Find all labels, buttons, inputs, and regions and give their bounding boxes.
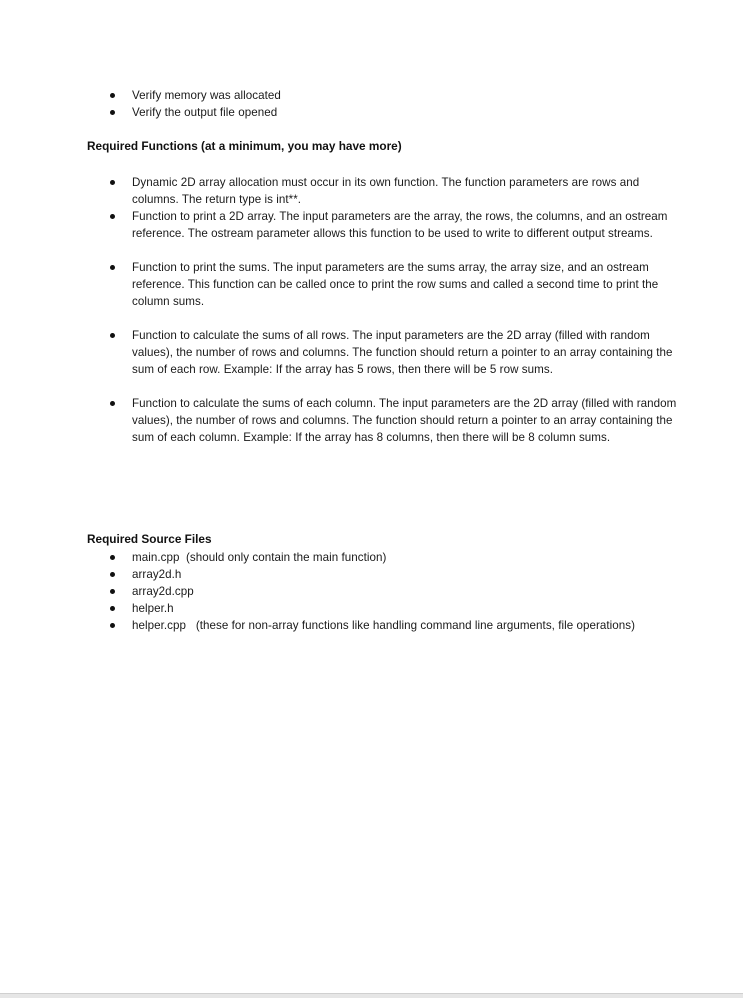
bullet-icon bbox=[110, 333, 115, 338]
list-item-text: Dynamic 2D array allocation must occur in its own function. The function parameters are rows and columns. The return type is int**. bbox=[132, 176, 640, 206]
list-item-text: Function to calculate the sums of all rows. The input parameters are the 2D array (filled with random values), the number of rows and columns. The function should return a pointer to an array containing the sum of each row. Example: If the array has 5 rows, then there will be 5 row sums. bbox=[132, 329, 673, 376]
list-item bbox=[0, 327, 743, 378]
list-item-text: Function to calculate the sums of each column. The input parameters are the 2D array (filled with random values), the number of rows and columns. The function should return a pointer to an array containing the sum of each column. Example: If the array has 8 columns, then there will be 8 column sums. bbox=[132, 397, 677, 444]
bullet-icon bbox=[110, 606, 115, 611]
list-item bbox=[0, 600, 743, 617]
list-item bbox=[0, 549, 743, 566]
list-item bbox=[0, 395, 743, 446]
list-item bbox=[0, 104, 743, 121]
list-item bbox=[0, 87, 743, 104]
list-item bbox=[0, 259, 743, 310]
list-item-text: array2d.cpp bbox=[132, 585, 194, 598]
list-item bbox=[0, 617, 743, 634]
bullet-icon bbox=[110, 401, 115, 406]
required-source-files-list bbox=[0, 549, 743, 634]
bullet-icon bbox=[110, 572, 115, 577]
page-bottom-edge bbox=[0, 993, 743, 998]
list-item-text: main.cpp (should only contain the main function) bbox=[132, 551, 387, 564]
bullet-icon bbox=[110, 93, 115, 98]
required-functions-heading: Required Functions (at a minimum, you may have more) bbox=[87, 139, 402, 153]
list-item-text: array2d.h bbox=[132, 568, 182, 581]
bullet-icon bbox=[110, 589, 115, 594]
list-item bbox=[0, 208, 743, 242]
bullet-icon bbox=[110, 110, 115, 115]
list-item-text: Function to print a 2D array. The input parameters are the array, the rows, the columns, and an ostream reference. The ostream parameter allows this function to be used to write to different output streams. bbox=[132, 210, 668, 240]
list-item-text: Verify the output file opened bbox=[132, 106, 278, 119]
bullet-icon bbox=[110, 265, 115, 270]
required-functions-list bbox=[0, 174, 743, 446]
bullet-icon bbox=[110, 623, 115, 628]
list-item bbox=[0, 174, 743, 208]
list-item-text: Verify memory was allocated bbox=[132, 89, 281, 102]
bullet-icon bbox=[110, 214, 115, 219]
list-item bbox=[0, 583, 743, 600]
list-item-text: Function to print the sums. The input parameters are the sums array, the array size, and an ostream reference. This function can be called once to print the row sums and called a second time to print the column sums. bbox=[132, 261, 659, 308]
required-source-files-heading: Required Source Files bbox=[87, 532, 212, 546]
verify-list bbox=[0, 87, 743, 121]
list-item-text: helper.cpp (these for non-array functions like handling command line arguments, file operations) bbox=[132, 619, 636, 632]
list-item bbox=[0, 566, 743, 583]
list-item-text: helper.h bbox=[132, 602, 174, 615]
bullet-icon bbox=[110, 180, 115, 185]
bullet-icon bbox=[110, 555, 115, 560]
